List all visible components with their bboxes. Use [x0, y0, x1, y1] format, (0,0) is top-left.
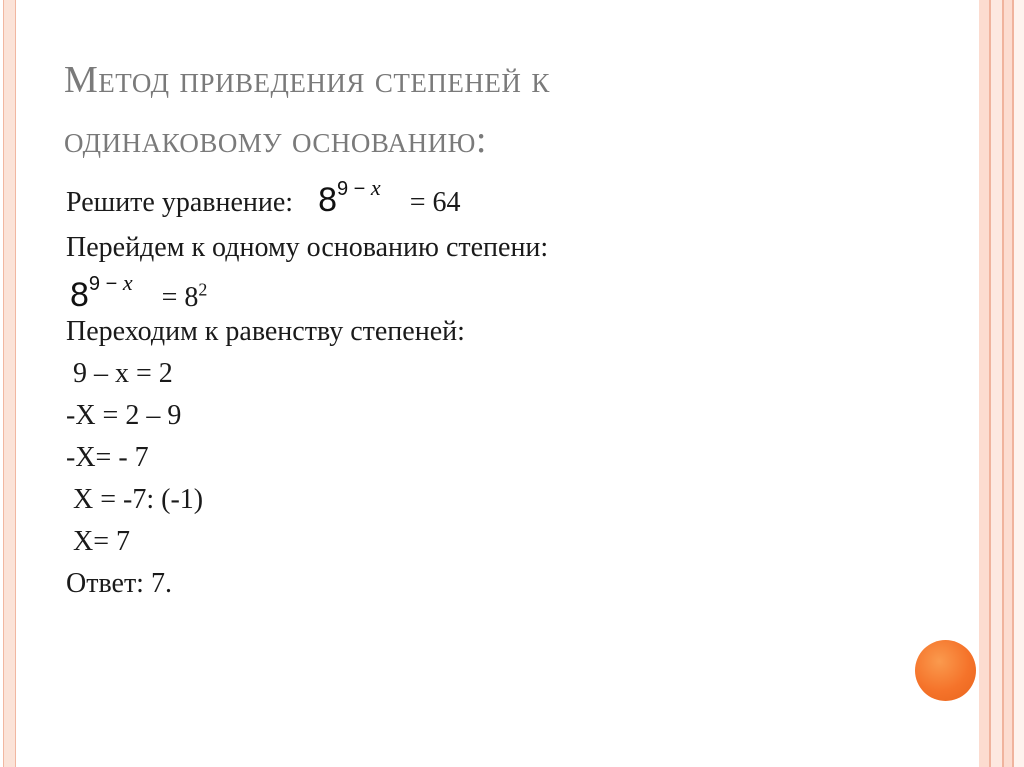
equation-rhs: = 64 [409, 187, 461, 218]
exponent-number: 9 − [88, 273, 118, 296]
right-stripe [1004, 0, 1012, 767]
orange-circle-decoration [915, 640, 976, 701]
formula-base: 8 [70, 276, 89, 315]
line-solve-equation [66, 175, 461, 220]
exponent-variable: x [370, 175, 381, 200]
solve-label: Решите уравнение: [66, 187, 294, 218]
rhs-exponent: 2 [198, 280, 208, 300]
title-line-1: Метод приведения степеней к [64, 59, 550, 101]
left-decorative-border [3, 0, 16, 767]
power-formula [318, 175, 381, 225]
line-answer: Ответ: 7. [66, 568, 172, 599]
right-stripe [979, 0, 989, 767]
formula-exponent [337, 175, 381, 200]
line-step-1: 9 – х = 2 [66, 358, 173, 389]
slide-title [64, 50, 944, 170]
title-line-2: одинаковому основанию: [64, 119, 487, 161]
line-step-3: -Х= - 7 [66, 442, 149, 473]
line-step-4: Х = -7: (-1) [66, 484, 204, 515]
line-power-equation [66, 270, 208, 315]
right-stripe [991, 0, 1002, 767]
exponent-variable: x [122, 270, 133, 296]
right-stripe [1014, 0, 1024, 767]
rhs-base: = 8 [161, 282, 199, 314]
equation-rhs [162, 282, 208, 313]
line-equal-powers: Переходим к равенству степеней: [66, 316, 465, 347]
exponent-number: 9 − [337, 178, 366, 200]
formula-base: 8 [318, 181, 337, 219]
formula-exponent [88, 270, 133, 296]
line-step-2: -Х = 2 – 9 [66, 400, 182, 431]
line-same-base: Перейдем к одному основанию степени: [66, 232, 549, 263]
line-step-5: Х= 7 [66, 526, 131, 557]
